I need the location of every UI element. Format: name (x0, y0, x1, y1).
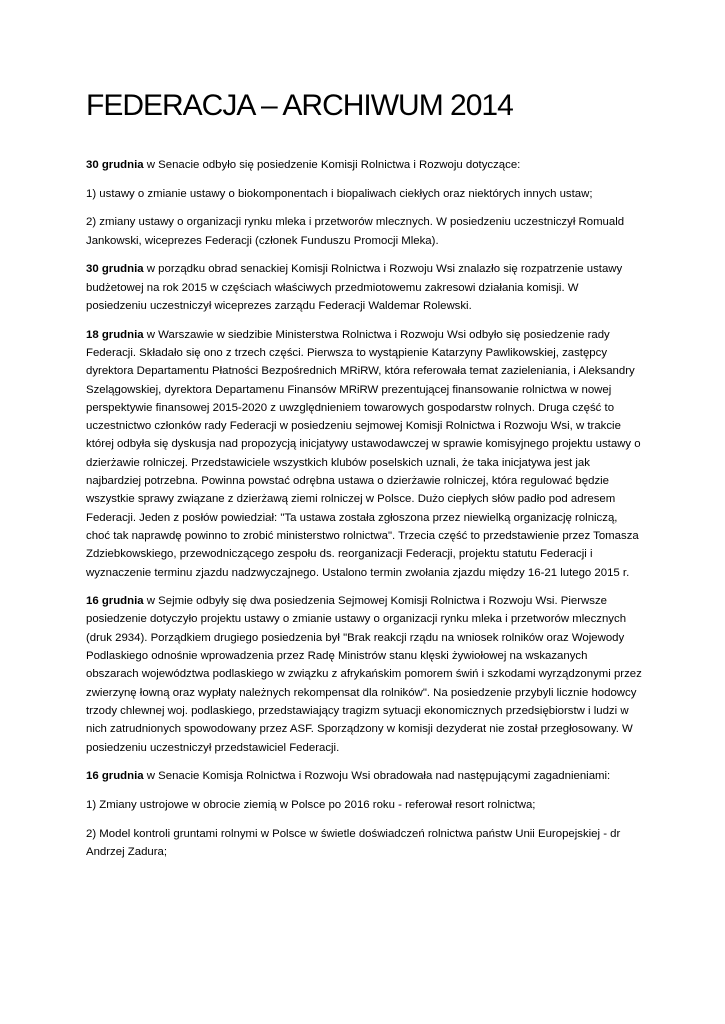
paragraph-8 (86, 796, 642, 814)
entry-text: 2) zmiany ustawy o organizacji rynku mleka i przetworów mlecznych. W posiedzeniu uczestniczył Romuald Jankowski, wiceprezes Federacji (członek Funduszu Promocji Mleka). (86, 216, 625, 247)
entry-date: 16 grudnia (86, 595, 144, 608)
entry-date: 30 grudnia (86, 159, 144, 171)
entry-text: w Sejmie odbyły się dwa posiedzenia Sejmowej Komisji Rolnictwa i Rozwoju Wsi. Pierwsze posiedzenie dotyczyło projektu ustawy o zmianie ustawy o organizacji rynku mleka i przetworów mlecznych (druk 2934). Porządkiem drugiego posiedzenia był "Brak reakcji rządu na wniosek rolników oraz Wojewody Podlaskiego odnośnie wprowadzenia przez Radę Ministrów stanu klęski żywiołowej na wskazanych obszarach województwa podlaskiego w związku z afrykańskim pomorem świń i szkodami wyrządzonymi przez zwierzynę łowną oraz wypłaty należnych rekompensat dla rolników". Na posiedzenie przybyli licznie hodowcy trzody chlewnej woj. podlaskiego, przedstawiający tragizm sytuacji ekonomicznych przedsiębiorstw i ludzi w nich zatrudnionych spowodowany przez ASF. Sporządzony w komisji dezyderat nie został przegłosowany. W posiedzeniu uczestniczył przedstawiciel Federacji. (86, 595, 642, 754)
page-title: FEDERACJA – ARCHIWUM 2014 (86, 89, 513, 122)
document-page (86, 88, 642, 872)
entry-text: 1) Zmiany ustrojowe w obrocie ziemią w Polsce po 2016 roku - referował resort rolnictwa; (86, 798, 536, 811)
entry-text: 2) Model kontroli gruntami rolnymi w Polsce w świetle doświadczeń rolnictwa państw Unii Europejskiej - dr Andrzej Zadura; (86, 827, 621, 858)
entry-text: 1) ustawy o zmianie ustawy o biokomponentach i biopaliwach ciekłych oraz niektórych innych ustaw; (86, 187, 593, 200)
entry-date: 30 grudnia (86, 263, 144, 276)
paragraph-5 (86, 326, 642, 582)
paragraph-1 (86, 156, 642, 174)
paragraph-6 (86, 592, 642, 757)
paragraph-7 (86, 767, 642, 785)
entry-text: w porządku obrad senackiej Komisji Rolnictwa i Rozwoju Wsi znalazło się rozpatrzenie ustawy budżetowej na rok 2015 w częściach właściwych przedmiotowemu zakresowi działania komisji. W posiedzeniu uczestniczył wiceprezes zarządu Federacji Waldemar Rolewski. (86, 263, 623, 312)
paragraph-3 (86, 213, 642, 250)
entry-date: 18 grudnia (86, 328, 144, 341)
entry-text: w Warszawie w siedzibie Ministerstwa Rolnictwa i Rozwoju Wsi odbyło się posiedzenie rady Federacji. Składało się ono z trzech części. Pierwsza to wystąpienie Katarzyny Pawlikowskiej, zastępcy dyrektora Departamentu Płatności Bezpośrednich MRiRW, która referowała temat zazieleniania, i Aleksandry Szelągowskiej, dyrektora Departamenu Finansów MRiRW prezentującej finansowanie rolnictwa w nowej perspektywie finansowej 2015-2020 z uwzględnieniem towarowych gospodarstw rolnych. Druga część to uczestnictwo członków rady Federacji w posiedzeniu sejmowej Komisji Rolnictwa i Rozwoju Wsi, w trakcie której odbyła się dyskusja nad propozycją inicjatywy ustawodawczej w sprawie komisyjnego projektu ustawy o dzierżawie rolniczej. Przedstawiciele wszystkich klubów poselskich uznali, że taka inicjatywa jest jak najbardziej potrzebna. Powinna powstać odrębna ustawa o dzierżawie rolniczej, która regulować będzie wszystkie sprawy związane z dzierżawą ziemi rolniczej w Polsce. Dużo ciepłych słów padło pod adresem Federacji. Jeden z posłów powiedział: "Ta ustawa została zgłoszona przez niewielką organizację rolniczą, choć tak naprawdę powinno to zrobić ministerstwo rolnictwa". Trzecia część to przedstawienie przez Tomasza Zdziebkowskiego, przewodniczącego zespołu ds. reorganizacji Federacji, projektu statutu Federacji i wyznaczenie terminu zjazdu nadzwyczajnego. Ustalono termin zwołania zjazdu między 16-21 lutego 2015 r. (86, 328, 641, 579)
entry-text: w Senacie Komisja Rolnictwa i Rozwoju Wsi obradowała nad następującymi zagadnieniami: (143, 770, 611, 783)
entry-text: w Senacie odbyło się posiedzenie Komisji Rolnictwa i Rozwoju dotyczące: (143, 159, 521, 171)
paragraph-9 (86, 825, 642, 862)
paragraph-4 (86, 260, 642, 315)
entry-date: 16 grudnia (86, 770, 144, 783)
paragraph-2 (86, 185, 642, 203)
